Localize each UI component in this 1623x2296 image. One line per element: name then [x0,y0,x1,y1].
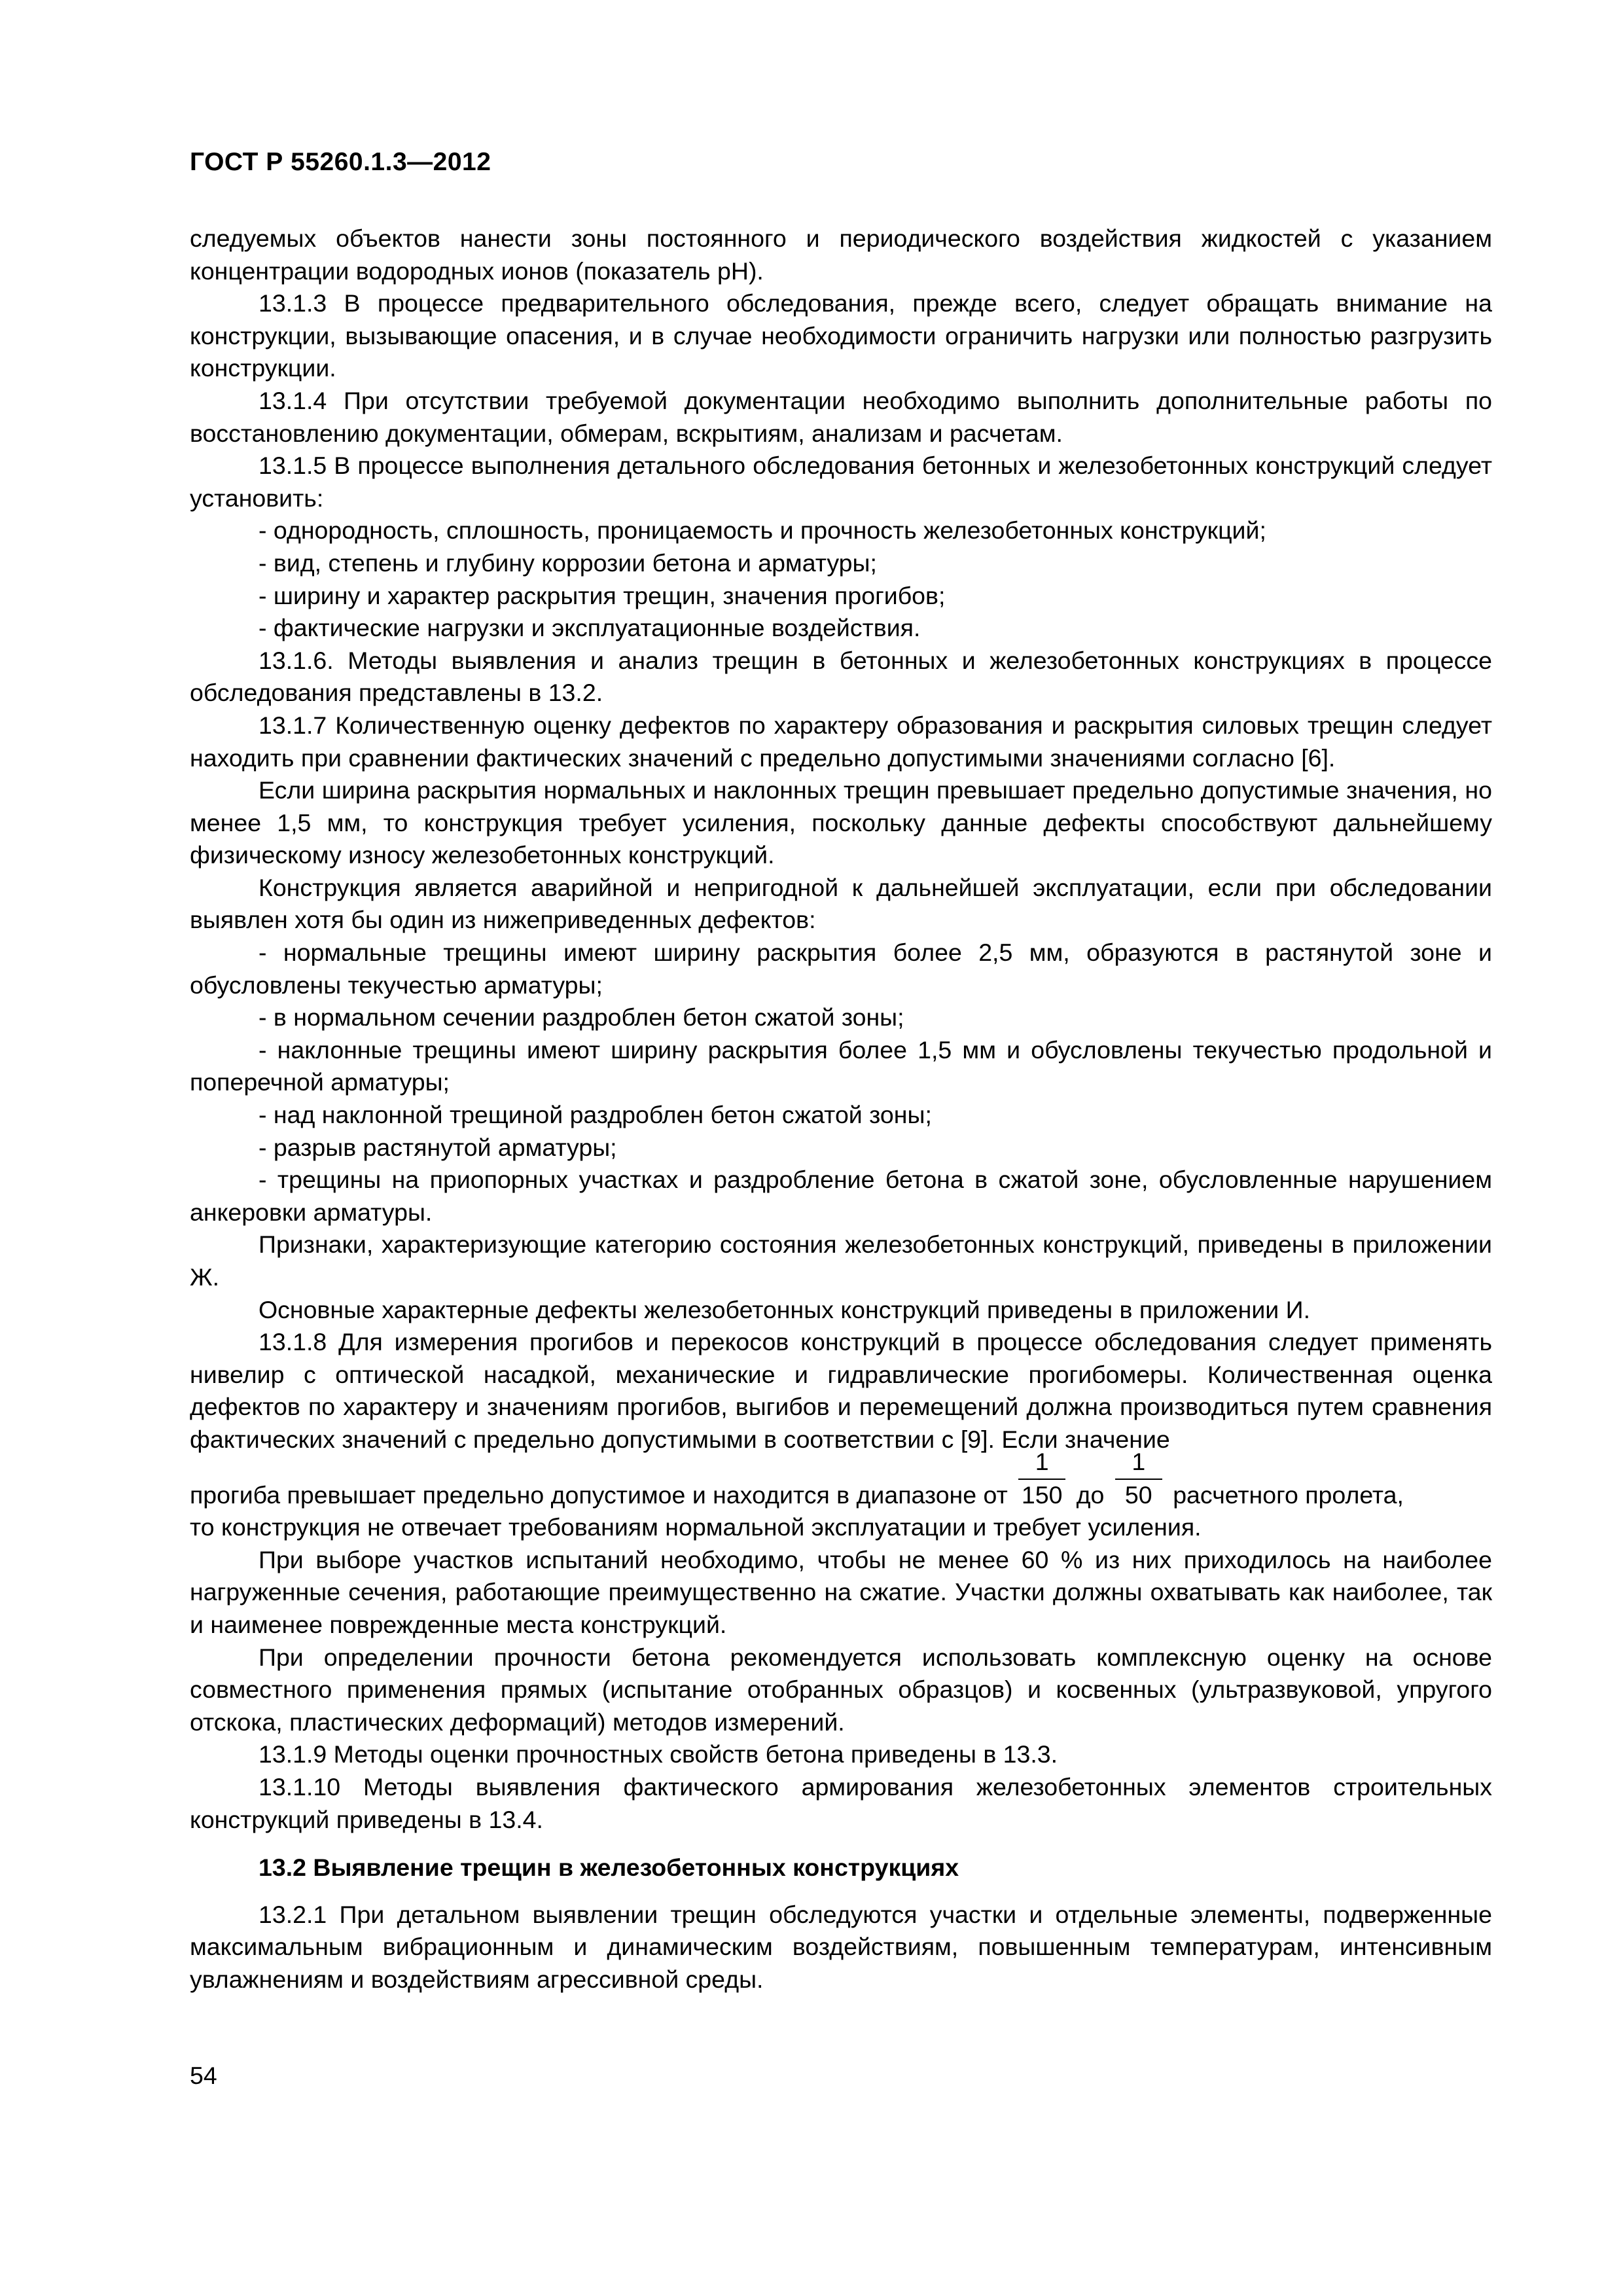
paragraph: При выборе участков испытаний необходимо, чтобы не менее 60 % из них приходилось на наиболее нагруженные сечения, работающие преимущественно на сжатие. Участки должны охватывать как наиболее, так и наименее поврежденные места конструкций. [190,1545,1492,1638]
list-item: - вид, степень и глубину коррозии бетона и арматуры; [259,548,877,577]
formula-text-between: до [1076,1480,1105,1509]
paragraph-13-1-4: 13.1.4 При отсутствии требуемой документации необходимо выполнить дополнительные работы по восстановлению документации, обмерам, вскрытиям, анализам и расчетам. [190,386,1492,447]
list-item: - над наклонной трещиной раздроблен бетон сжатой зоны; [259,1101,932,1129]
formula-line [190,1447,1492,1512]
paragraph-continuation: то конструкция не отвечает требованиям нормальной эксплуатации и требует усиления. [190,1513,1202,1541]
fraction-1-150 [1018,1447,1065,1510]
document-body [190,223,1492,1996]
paragraph-continuation: следуемых объектов нанести зоны постоянного и периодического воздействия жидкостей с указанием концентрации водородных ионов (показатель pH). [190,224,1492,285]
fraction-numerator: 1 [1035,1447,1049,1475]
list-item: - фактические нагрузки и эксплуатационные воздействия. [259,614,921,642]
paragraph: Основные характерные дефекты железобетонных конструкций приведены в приложении И. [259,1295,1311,1323]
list-item: - ширину и характер раскрытия трещин, значения прогибов; [259,581,946,609]
list-item: - разрыв растянутой арматуры; [259,1133,617,1161]
paragraph: Признаки, характеризующие категорию состояния железобетонных конструкций, приведены в приложении Ж. [190,1230,1492,1291]
paragraph-13-1-5: 13.1.5 В процессе выполнения детального обследования бетонных и железобетонных конструкций следует установить: [190,452,1492,512]
list-item: - нормальные трещины имеют ширину раскрытия более 2,5 мм, образуются в растянутой зоне и обусловлены текучестью арматуры; [190,939,1492,999]
paragraph-13-1-3: 13.1.3 В процессе предварительного обследования, прежде всего, следует обращать внимание на конструкции, вызывающие опасения, и в случае необходимости ограничить нагрузки или полностью разгрузить конструкции. [190,289,1492,382]
formula-text-after: расчетного пролета, [1173,1480,1404,1509]
paragraph-13-2-1: 13.2.1 При детальном выявлении трещин обследуются участки и отдельные элементы, подверженные максимальным вибрационным и динамическим воздействиям, повышенным температурам, интенсивным увлажнениям и воздействиям агрессивной среды. [190,1900,1492,1993]
paragraph: При определении прочности бетона рекомендуется использовать комплексную оценку на основе совместного применения прямых (испытание отобранных образцов) и косвенных (ультразвуковой, упругого отскока, пластических деформаций) методов измерений. [190,1643,1492,1736]
paragraph-13-1-6: 13.1.6. Методы выявления и анализ трещин в бетонных и железобетонных конструкциях в процессе обследования представлены в 13.2. [190,646,1492,707]
paragraph: Если ширина раскрытия нормальных и наклонных трещин превышает предельно допустимые значения, но менее 1,5 мм, то конструкция требует усиления, поскольку данные дефекты способствуют дальнейшему физическому износу железобетонных конструкций. [190,776,1492,869]
list-item: - в нормальном сечении раздроблен бетон сжатой зоны; [259,1003,904,1031]
fraction-denominator: 50 [1115,1479,1162,1510]
formula-text-before: прогиба превышает предельно допустимое и находится в диапазоне от [190,1480,1008,1509]
fraction-1-50 [1115,1447,1162,1510]
paragraph-13-1-8: 13.1.8 Для измерения прогибов и перекосов конструкций в процессе обследования следует применять нивелир с оптической насадкой, механические и гидравлические прогибомеры. Количественная оценка дефектов по характеру и значениям прогибов, выгибов и перемещений должна производиться путем сравнения фактических значений с предельно допустимыми в соответствии с [9]. Если значение [190,1328,1492,1453]
list-item: - трещины на приопорных участках и раздробление бетона в сжатой зоне, обусловленные нарушением анкеровки арматуры. [190,1166,1492,1226]
document-header: ГОСТ Р 55260.1.3—2012 [190,148,491,176]
page-number: 54 [190,2062,217,2089]
list-item: - наклонные трещины имеют ширину раскрытия более 1,5 мм и обусловлены текучестью продольной и поперечной арматуры; [190,1035,1492,1096]
paragraph-13-1-7: 13.1.7 Количественную оценку дефектов по характеру образования и раскрытия силовых трещин следует находить при сравнении фактических значений с предельно допустимыми значениями согласно [6]. [190,711,1492,772]
list-item: - однородность, сплошность, проницаемость и прочность железобетонных конструкций; [259,516,1266,545]
section-heading: 13.2 Выявление трещин в железобетонных конструкциях [259,1854,959,1882]
fraction-denominator: 150 [1018,1479,1065,1510]
paragraph: Конструкция является аварийной и непригодной к дальнейшей эксплуатации, если при обследовании выявлен хотя бы один из нижеприведенных дефектов: [190,873,1492,934]
fraction-numerator: 1 [1132,1447,1146,1475]
paragraph-13-1-9: 13.1.9 Методы оценки прочностных свойств бетона приведены в 13.3. [259,1740,1058,1768]
paragraph-13-1-10: 13.1.10 Методы выявления фактического армирования железобетонных элементов строительных конструкций приведены в 13.4. [190,1772,1492,1833]
